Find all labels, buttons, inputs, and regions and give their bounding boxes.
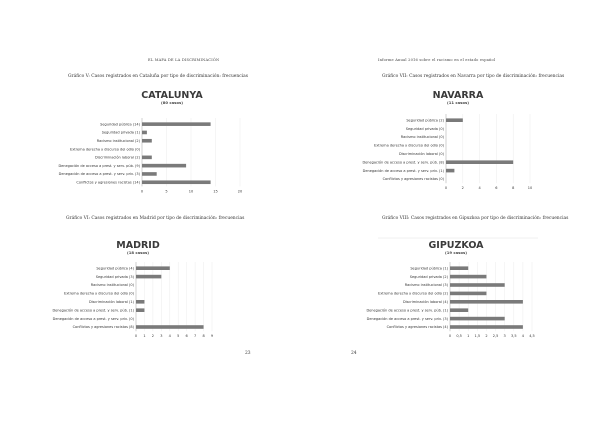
chart-svg-madrid: [52, 236, 220, 339]
chart-subtitle: (11 casos): [446, 100, 470, 105]
x-tick-label: 2: [151, 334, 155, 339]
chart-title: MADRID: [116, 240, 160, 251]
category-label: Seguridad pública (4): [96, 266, 134, 271]
right-page-number: 24: [351, 351, 357, 356]
x-tick-label: 0: [448, 334, 452, 339]
category-label: Denegación de acceso a prest. y serv. púb. (8): [362, 160, 444, 165]
category-label: Discriminación laboral (0): [398, 152, 444, 156]
bar: [142, 139, 152, 143]
bar: [446, 169, 454, 173]
category-label: Seguridad pública (14): [100, 122, 140, 127]
bar: [142, 122, 211, 126]
category-label: Racismo institucional (3): [404, 283, 448, 288]
category-label: Denegación de acceso a prest. y serv. púb. (1): [366, 308, 448, 313]
category-label: Seguridad privada (1): [101, 130, 140, 135]
category-label: Seguridad pública (1): [410, 266, 448, 271]
category-label: Discriminación laboral (1): [88, 300, 134, 304]
bar: [450, 325, 523, 329]
x-tick-label: 6: [495, 186, 498, 191]
category-label: Racismo institucional (0): [90, 283, 134, 288]
chart-title: GIPUZKOA: [428, 240, 484, 251]
chart-subtitle: (19 casos): [444, 250, 468, 255]
category-label: Extrema derecha y discurso del odio (0): [70, 147, 140, 152]
right-page-header: Informe Anual 2016 sobre el racismo en el estado español: [378, 58, 496, 62]
bar: [136, 266, 170, 270]
bar: [142, 131, 147, 135]
x-tick-label: 2: [485, 334, 488, 339]
category-label: Denegación de acceso a prest. y serv. priv. (3): [366, 316, 448, 321]
category-label: Seguridad pública (2): [406, 118, 444, 123]
x-tick-label: 7: [193, 334, 197, 339]
category-label: Extrema derecha y discurso del odio (2): [378, 291, 448, 296]
bar: [450, 317, 505, 321]
x-tick-label: 3: [503, 334, 506, 339]
chart-catalunya: [58, 86, 254, 194]
bar: [142, 164, 186, 168]
x-tick-label: 8: [512, 186, 515, 191]
bar: [142, 180, 211, 184]
bar: [136, 275, 161, 279]
category-label: Denegación de acceso a prest. y serv. priv. (0): [52, 316, 134, 321]
category-label: Racismo institucional (0): [400, 135, 444, 140]
x-tick-label: 20: [237, 189, 243, 194]
x-tick-label: 4,5: [529, 334, 535, 339]
category-label: Seguridad privada (0): [405, 126, 444, 131]
bar: [136, 300, 144, 304]
x-tick-label: 2,5: [492, 334, 499, 339]
x-tick-label: 6: [185, 334, 188, 339]
bar: [450, 308, 468, 312]
x-tick-label: 4: [478, 186, 481, 191]
caption-gipuzkoa: Gráfico VIII: Casos registrados en Gipuzkoa por tipo de discriminación: frecuencias: [382, 216, 569, 221]
bar: [450, 283, 505, 287]
left-page-number: 23: [245, 351, 251, 356]
caption-catalunya: Gráfico V: Casos registrados en Cataluña por tipo de discriminación: frecuencias: [68, 74, 248, 79]
x-tick-label: 1: [467, 334, 470, 339]
bar: [136, 308, 144, 312]
bar: [142, 156, 152, 160]
chart-svg-gipuzkoa: [366, 236, 538, 339]
bar: [142, 172, 157, 176]
chart-svg-navarra: [362, 86, 534, 191]
bar: [136, 325, 204, 329]
x-tick-label: 15: [213, 189, 218, 194]
bar: [450, 300, 523, 304]
category-label: Conflictos y agresiones racistas (14): [76, 180, 140, 185]
category-label: Seguridad privada (3): [95, 274, 134, 279]
chart-gipuzkoa: [366, 236, 538, 340]
category-label: Discriminación laboral (4): [402, 300, 448, 304]
x-tick-label: 4: [168, 334, 171, 339]
x-tick-label: 1,5: [474, 334, 481, 339]
x-tick-label: 10: [527, 186, 533, 191]
bar: [446, 118, 463, 122]
bar: [446, 160, 513, 164]
category-label: Seguridad privada (2): [409, 274, 448, 279]
chart-title: NAVARRA: [432, 90, 484, 101]
x-tick-label: 1: [143, 334, 146, 339]
x-tick-label: 5: [165, 189, 168, 194]
category-label: Conflictos y agresiones racistas (8): [72, 325, 134, 330]
category-label: Denegación de acceso a prest. y serv. priv. (1): [362, 168, 444, 173]
bar: [450, 275, 486, 279]
caption-navarra: Gráfico VII: Casos registrados en Navarra por tipo de discriminación: frecuencias: [382, 74, 565, 79]
category-label: Denegación de acceso a prest. y serv. púb. (9): [58, 163, 140, 168]
chart-svg-catalunya: [58, 86, 254, 194]
x-tick-label: 10: [188, 189, 194, 194]
x-tick-label: 4: [521, 334, 525, 339]
category-label: Denegación de acceso a prest. y serv. priv. (3): [58, 172, 140, 177]
chart-subtitle: (18 casos): [126, 250, 150, 255]
x-tick-label: 0: [134, 334, 138, 339]
chart-navarra: [362, 86, 534, 191]
chart-madrid: [52, 236, 220, 340]
category-label: Discriminación laboral (2): [94, 155, 140, 160]
x-tick-label: 3,5: [510, 334, 517, 339]
x-tick-label: 9: [210, 334, 214, 339]
bar: [450, 292, 486, 296]
chart-subtitle: (80 casos): [160, 100, 184, 105]
x-tick-label: 0: [140, 189, 144, 194]
bar: [450, 266, 468, 270]
category-label: Racismo institucional (2): [96, 138, 140, 143]
x-tick-label: 5: [177, 334, 180, 339]
x-tick-label: 3: [160, 334, 163, 339]
category-label: Conflictos y agresiones racistas (4): [386, 325, 448, 330]
category-label: Conflictos y agresiones racistas (0): [382, 177, 444, 182]
x-tick-label: 2: [461, 186, 464, 191]
x-tick-label: 0: [444, 186, 448, 191]
category-label: Denegación de acceso a prest. y serv. púb. (1): [52, 308, 134, 313]
x-tick-label: 8: [202, 334, 205, 339]
chart-title: CATALUNYA: [141, 90, 203, 101]
left-page-header: EL MAPA DE LA DISCRIMINACIÓN: [148, 58, 220, 62]
x-tick-label: 0,5: [456, 334, 462, 339]
category-label: Extrema derecha y discurso del odio (0): [374, 143, 444, 148]
caption-madrid: Gráfico VI: Casos registrados en Madrid por tipo de discriminación: frecuencias: [66, 216, 245, 221]
category-label: Extrema derecha y discurso del odio (0): [64, 291, 134, 296]
